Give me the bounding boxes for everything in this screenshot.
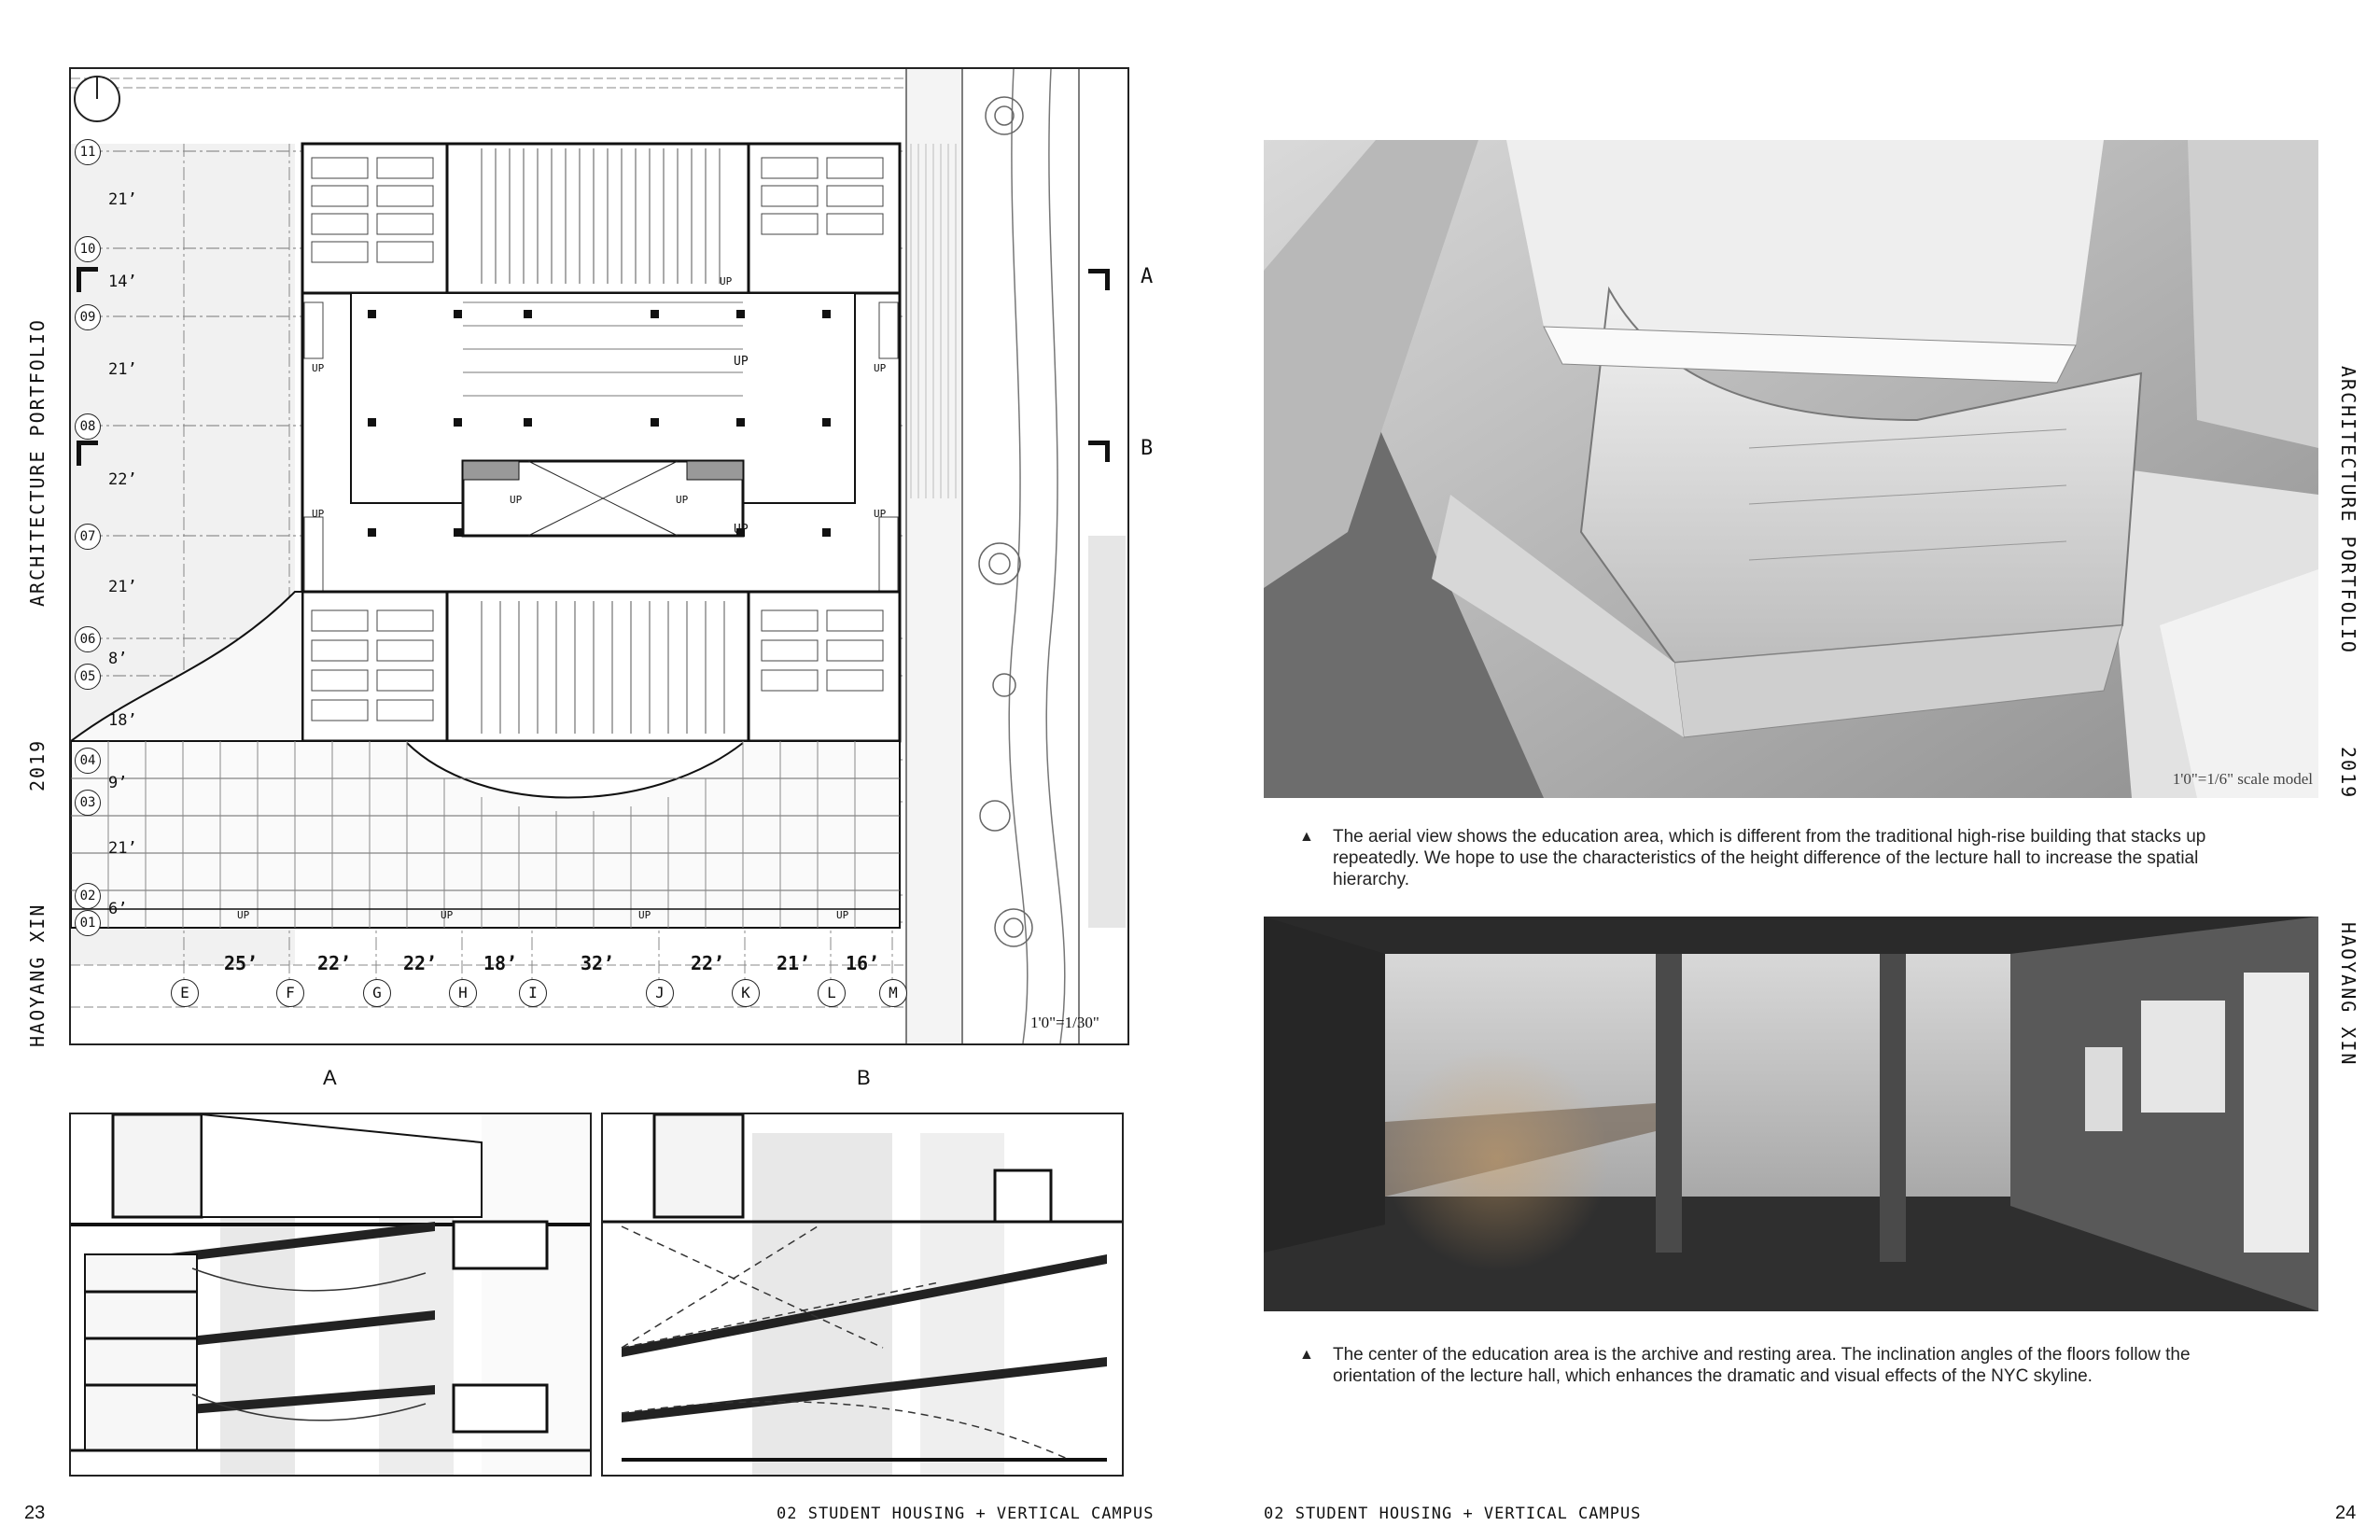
grid-bubble-06: 06 bbox=[75, 626, 101, 652]
side-label-portfolio-right: ARCHITECTURE PORTFOLIO bbox=[2337, 366, 2359, 654]
col-bubble-J: J bbox=[646, 979, 674, 1007]
row-dim: 21’ bbox=[108, 190, 137, 209]
grid-bubble-09: 09 bbox=[75, 304, 101, 330]
footer-project-left: 02 STUDENT HOUSING + VERTICAL CAMPUS bbox=[777, 1505, 1155, 1523]
side-label-portfolio-left: ARCHITECTURE PORTFOLIO bbox=[26, 318, 49, 607]
section-mark-a-icon bbox=[1088, 269, 1110, 290]
section-flag-icon bbox=[77, 267, 98, 292]
model-scale-label: 1'0"=1/6" scale model bbox=[2172, 770, 2313, 788]
grid-bubble-05: 05 bbox=[75, 664, 101, 690]
stair-up-label: UP bbox=[312, 508, 325, 520]
aerial-caption-text: The aerial view shows the education area, which is different from the traditional high-rise building that stacks up repeatedly. We hope to use the characteristics of the height difference of the lecture hall to increase the spatial hierarchy. bbox=[1333, 827, 2206, 889]
stair-up-label: UP bbox=[836, 909, 849, 921]
stair-up-label: UP bbox=[237, 909, 250, 921]
interior-caption bbox=[1299, 1344, 2270, 1387]
row-dim: 14’ bbox=[108, 273, 137, 291]
col-bubble-H: H bbox=[449, 979, 477, 1007]
section-a-drawing bbox=[69, 1113, 592, 1477]
grid-bubble-08: 08 bbox=[75, 413, 101, 440]
interior-caption-text: The center of the education area is the archive and resting area. The inclination angles of the floors follow the orientation of the lecture hall, which enhances the dramatic and visual effects of the NYC skyline. bbox=[1333, 1345, 2191, 1386]
grid-bubble-02: 02 bbox=[75, 883, 101, 909]
grid-bubble-11: 11 bbox=[75, 139, 101, 165]
section-a-title: A bbox=[323, 1066, 337, 1089]
row-dim: 21’ bbox=[108, 360, 137, 379]
section-b-drawing bbox=[601, 1113, 1124, 1477]
col-bubble-K: K bbox=[732, 979, 760, 1007]
col-bubble-E: E bbox=[171, 979, 199, 1007]
floor-plan-linework bbox=[71, 69, 1127, 1043]
col-bubble-L: L bbox=[818, 979, 846, 1007]
caption-bullet-icon: ▲ bbox=[1299, 1347, 1314, 1363]
stair-up-label: UP bbox=[441, 909, 454, 921]
stair-up-label: UP bbox=[638, 909, 651, 921]
page-number-left: 23 bbox=[24, 1503, 46, 1523]
floor-plan-drawing bbox=[69, 67, 1129, 1045]
footer-project-right: 02 STUDENT HOUSING + VERTICAL CAMPUS bbox=[1264, 1505, 1642, 1523]
row-dim: 21’ bbox=[108, 839, 137, 858]
section-b-title: B bbox=[857, 1066, 871, 1089]
grid-bubble-10: 10 bbox=[75, 236, 101, 262]
col-bubble-I: I bbox=[519, 979, 547, 1007]
section-a-linework bbox=[71, 1114, 590, 1475]
col-dim: 22’ bbox=[691, 952, 725, 974]
col-dim: 16’ bbox=[846, 952, 880, 974]
row-dim: 6’ bbox=[108, 900, 128, 918]
side-label-year-right: 2019 bbox=[2337, 747, 2359, 800]
aerial-caption bbox=[1299, 826, 2270, 890]
section-mark-a-label: A bbox=[1141, 265, 1154, 288]
side-label-author-right: HAOYANG XIN bbox=[2337, 922, 2359, 1067]
stair-up-label: UP bbox=[312, 362, 325, 374]
row-dim: 21’ bbox=[108, 578, 137, 596]
side-label-year-left: 2019 bbox=[26, 738, 49, 791]
stair-up-label: UP bbox=[874, 508, 887, 520]
row-dim: 8’ bbox=[108, 650, 128, 668]
interior-render bbox=[1264, 917, 2318, 1311]
grid-bubble-07: 07 bbox=[75, 524, 101, 550]
grid-bubble-04: 04 bbox=[75, 748, 101, 774]
row-dim: 18’ bbox=[108, 711, 137, 730]
col-dim: 25’ bbox=[224, 952, 259, 974]
page-number-right: 24 bbox=[2335, 1503, 2357, 1523]
section-mark-b-label: B bbox=[1141, 437, 1154, 460]
grid-bubble-01: 01 bbox=[75, 910, 101, 936]
stair-up-label: UP bbox=[734, 523, 749, 537]
section-flag-icon bbox=[77, 441, 98, 466]
col-dim: 21’ bbox=[777, 952, 811, 974]
col-dim: 22’ bbox=[317, 952, 352, 974]
col-dim: 22’ bbox=[403, 952, 438, 974]
stair-up-label: UP bbox=[734, 355, 749, 369]
stair-up-label: UP bbox=[510, 494, 523, 506]
grid-bubble-03: 03 bbox=[75, 790, 101, 816]
interior-render-photo bbox=[1264, 917, 2318, 1311]
section-b-linework bbox=[603, 1114, 1122, 1475]
section-mark-b-icon bbox=[1088, 441, 1110, 462]
col-bubble-G: G bbox=[363, 979, 391, 1007]
side-label-author-left: HAOYANG XIN bbox=[26, 903, 49, 1047]
caption-bullet-icon: ▲ bbox=[1299, 829, 1314, 845]
col-bubble-M: M bbox=[879, 979, 907, 1007]
stair-up-label: UP bbox=[874, 362, 887, 374]
plan-scale-note: 1'0"=1/30" bbox=[1030, 1014, 1099, 1031]
aerial-model-photo bbox=[1264, 140, 2318, 798]
stair-up-label: UP bbox=[720, 275, 733, 287]
stair-up-label: UP bbox=[676, 494, 689, 506]
row-dim: 9’ bbox=[108, 774, 128, 792]
aerial-model-render bbox=[1264, 140, 2318, 798]
row-dim: 22’ bbox=[108, 470, 137, 489]
col-dim: 18’ bbox=[483, 952, 518, 974]
col-dim: 32’ bbox=[581, 952, 615, 974]
col-bubble-F: F bbox=[276, 979, 304, 1007]
